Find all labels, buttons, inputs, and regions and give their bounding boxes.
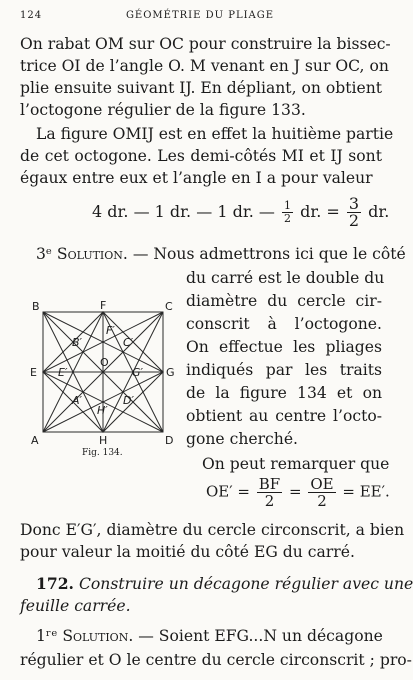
s3-line-8: gone cherché.: [186, 430, 299, 448]
p1-line-1: On rabat OM sur OC pour construire la bissec-: [20, 35, 391, 53]
p2-line-2: de cet octogone. Les demi-côtés MI et IJ sont: [20, 147, 382, 165]
eq2-lhs: OE′ =: [206, 482, 250, 501]
label-Hprime: H′: [97, 404, 108, 417]
label-H: H: [99, 434, 108, 447]
equation-angle: [92, 196, 389, 229]
p1-line-4: l’octogone régulier de la figure 133.: [20, 101, 306, 119]
s1-first-line: 1ʳᵉ Solution. — Soient EFG...N un décagone: [36, 627, 383, 645]
eq2-frac2: $\frac{OE}{2}$: [310, 475, 334, 510]
eq2-eq: =: [289, 482, 302, 501]
s3-line-9: On peut remarquer que: [202, 455, 390, 473]
eq1-frac1: $\frac{1}{2}$: [283, 199, 291, 225]
figure-134: [28, 299, 178, 447]
s3-first-line: 3ᵉ Solution. — Nous admettrons ici que le côté: [36, 245, 406, 263]
equation-oe: [206, 476, 390, 509]
eq1-frac2: $\frac{3}{2}$: [348, 194, 360, 230]
label-O: O: [100, 356, 109, 369]
s1-line-2: régulier et O le centre du cercle circonscrit ; pro-: [20, 651, 412, 669]
label-Fprime: F′: [106, 324, 115, 337]
s172-heading-line-2: feuille carrée.: [20, 597, 131, 615]
s3-line-2: diamètre du cercle cir-: [186, 292, 382, 310]
s3-line-1: du carré est le double du: [186, 269, 385, 287]
s3-line-6: de la figure 134 et on: [186, 384, 382, 402]
s3-line-5: indiqués par les traits: [186, 361, 382, 379]
s172-heading-line-1: 172. Construire un décagone régulier avec une: [36, 574, 413, 593]
label-C: C: [165, 300, 173, 313]
p3-line-1: Donc E′G′, diamètre du cercle circonscrit, a bien: [20, 521, 405, 539]
eq1-lhs: 4 dr. — 1 dr. — 1 dr. —: [92, 202, 275, 221]
p1-line-3: plie ensuite suivant IJ. En dépliant, on obtient: [20, 79, 383, 97]
eq2-rhs: = EE′.: [342, 482, 390, 501]
label-B: B: [32, 300, 40, 313]
label-A: A: [31, 434, 39, 447]
s3-line-4: On effectue les pliages: [186, 338, 382, 356]
eq1-end: dr.: [368, 202, 390, 221]
running-title: GÉOMÉTRIE DU PLIAGE: [125, 10, 275, 21]
page-number: 124: [20, 10, 43, 21]
eq1-mid: dr. =: [300, 202, 340, 221]
label-Dprime: D′: [123, 394, 134, 407]
s3-line-7: obtient au centre l’octo-: [186, 407, 382, 425]
label-Bprime: B′: [72, 336, 83, 349]
eq2-frac1: $\frac{BF}{2}$: [258, 475, 281, 510]
p3-line-2: pour valeur la moitié du côté EG du carré.: [20, 543, 355, 561]
label-Aprime: A′: [72, 394, 83, 407]
label-G: G: [166, 366, 175, 379]
figure-caption: Fig. 134.: [82, 448, 123, 458]
label-Gprime: G′: [132, 366, 144, 379]
label-Cprime: C′: [123, 336, 134, 349]
p1-line-2: trice OI de l’angle O. M venant en J sur OC, on: [20, 57, 389, 75]
s3-line-3: conscrit à l’octogone.: [186, 315, 382, 333]
p2-line-1: La figure OMIJ est en effet la huitième partie: [36, 125, 394, 143]
p2-line-3: égaux entre eux et l’angle en I a pour valeur: [20, 169, 373, 187]
label-E: E: [30, 366, 37, 379]
label-F: F: [100, 299, 107, 312]
label-D: D: [165, 434, 174, 447]
label-Eprime: E′: [58, 366, 68, 379]
